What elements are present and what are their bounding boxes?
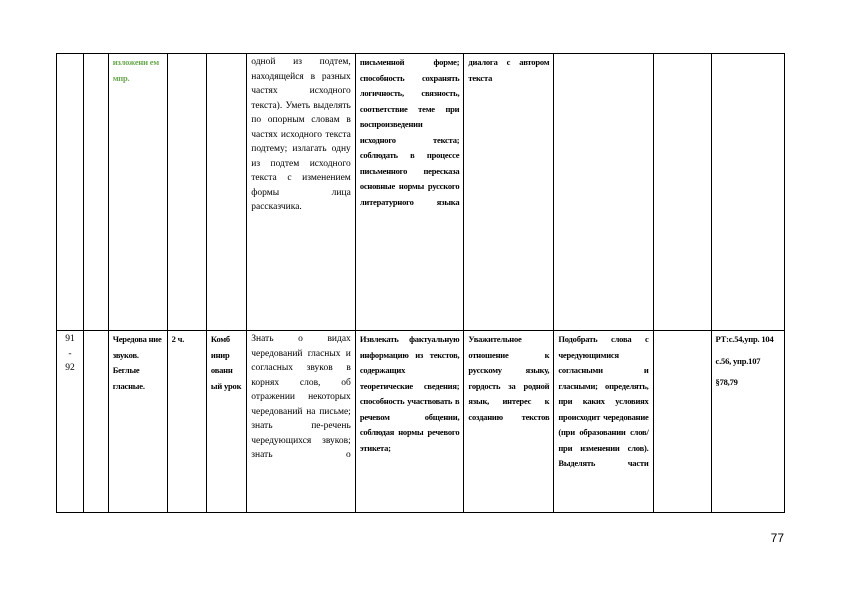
- meta-skills-cell: Извлекать фактуальную информацию из текстов, содержащих теоретические сведения; способность участвовать в речевом общении, соблюдая нормы речевого этикета;: [355, 331, 464, 513]
- activities-cell: Подобрать слова с чередующимися согласными и гласными; определять, при каких условиях происходит чередование (при образовании слов/при изменении слов). Выделять части: [554, 331, 653, 513]
- number-top: 91: [65, 334, 75, 344]
- hours-cell: 2 ч.: [167, 331, 206, 513]
- lesson-type-cell: Комб инир ованн ый урок: [206, 331, 246, 513]
- homework-cell: [711, 331, 784, 513]
- topic-cell: Чередова ние звуков. Беглые гласные.: [108, 331, 167, 513]
- table-row: [57, 54, 785, 331]
- empty-cell: [83, 54, 108, 331]
- homework-line: §78,79: [715, 377, 738, 387]
- number-cell: [57, 331, 84, 513]
- homework-line: РТ:с.54,упр. 104: [715, 334, 774, 344]
- topic-cell: изложени ем мпр.: [108, 54, 167, 331]
- empty-cell: [653, 54, 711, 331]
- activities-cell: [554, 54, 653, 331]
- number-cell: [57, 54, 84, 331]
- content-cell: одной из подтем, находящейся в разных частях исходного текста). Уметь выделять по опорным словам в частях исходного текста подтему; излагать одну из подтем исходного текста с изменением формы лица рассказчика.: [247, 54, 356, 331]
- page-number: 77: [770, 531, 784, 545]
- empty-cell: [653, 331, 711, 513]
- personal-results-cell: Уважительное отношение к русскому языку, гордость за родной язык, интерес к созданию текстов: [464, 331, 554, 513]
- empty-cell: [83, 331, 108, 513]
- number-bottom: 92: [65, 363, 75, 373]
- homework-cell: [711, 54, 784, 331]
- table-row: [57, 331, 785, 513]
- hours-cell: [167, 54, 206, 331]
- homework-line: с.56, упр.107: [715, 355, 761, 366]
- lesson-type-cell: [206, 54, 246, 331]
- number-dash: -: [68, 348, 72, 359]
- lesson-plan-table: [56, 53, 785, 513]
- meta-skills-cell: письменной форме; способность сохранять логичность, связность, соответствие теме при воспроизведении исходного текста; соблюдать в процессе письменного пересказа основные нормы русского литературного языка: [355, 54, 464, 331]
- personal-results-cell: диалога с автором текста: [464, 54, 554, 331]
- content-cell: Знать о видах чередований гласных и согласных звуков в корнях слов, об отражении некоторых чередований на письме; знать пе-речень чередующихся звуков; знать о: [247, 331, 356, 513]
